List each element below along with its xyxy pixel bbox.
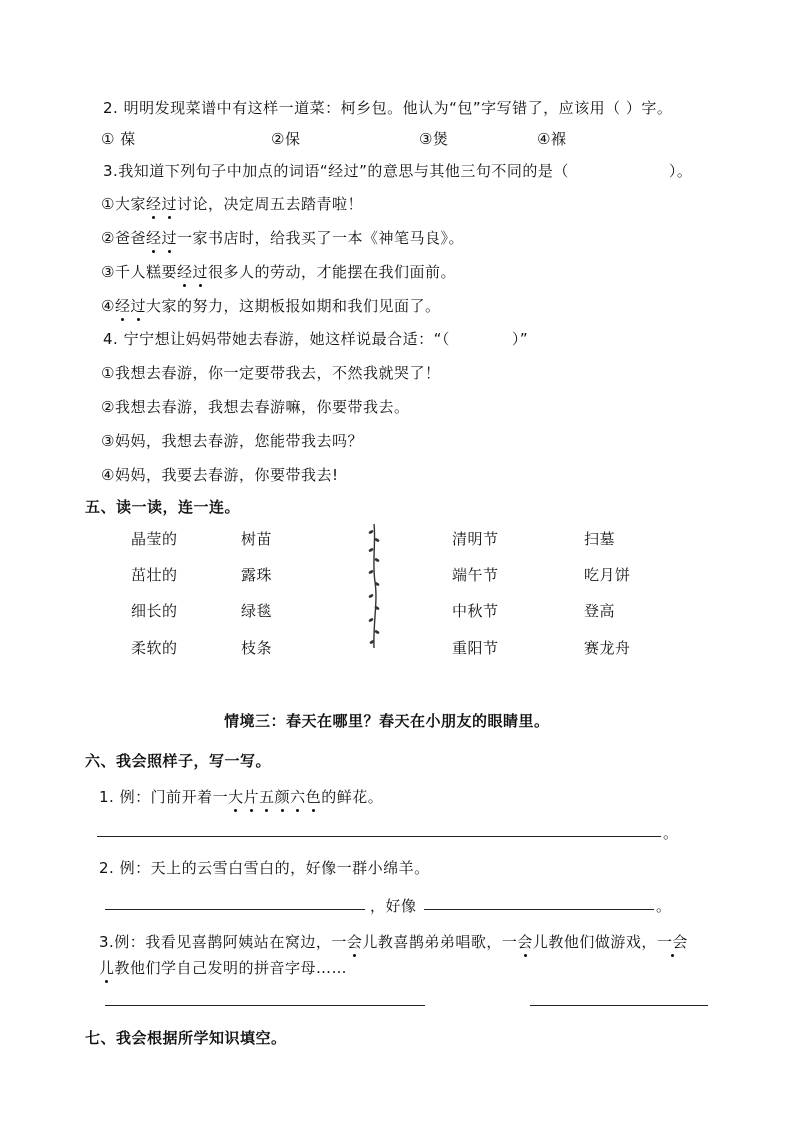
q2-option-2[interactable]: ②保 [271,130,301,148]
q2-stem: 2. 明明发现菜谱中有这样一道菜：柯乡包。他认为“包”字写错了，应该用（ ）字。 [103,99,673,117]
s6-example-3-line1: 3.例：我看见喜鹊阿姨站在窝边，一会儿教喜鹊弟弟唱歌，一会儿教他们做游戏，一会 [99,933,688,951]
q3-stem: 3.我知道下列句子中加点的词语“经过”的意思与其他三句不同的是（ ）。 [103,162,693,180]
s6-example-2: 2. 例：天上的云雪白雪白的，好像一群小绵羊。 [99,859,430,877]
q2-option-3[interactable]: ③煲 [419,130,449,148]
scene3-title: 情境三：春天在哪里？春天在小朋友的眼睛里。 [224,712,550,730]
s6-answer-line-2b[interactable] [424,909,654,910]
q2-option-1[interactable]: ① 葆 [101,130,136,148]
s6-line2-period: 。 [656,897,672,915]
s6-example-1: 1. 例：门前开着一大片五颜六色的鲜花。 [99,788,384,806]
q4-item-2[interactable]: ②我想去春游，我想去春游嘛，你要带我去。 [101,398,410,416]
match-col3-item[interactable]: 清明节 [452,530,499,548]
match-col3-item[interactable]: 端午节 [452,566,499,584]
q3-item-3[interactable]: ③千人糕要经过很多人的劳动，才能摆在我们面前。 [101,263,456,281]
q3-item-4[interactable]: ④经过大家的努力，这期板报如期和我们见面了。 [101,297,441,315]
match-col1-item[interactable]: 细长的 [131,602,178,620]
section7-heading: 七、我会根据所学知识填空。 [85,1029,287,1047]
s6-answer-line-3a[interactable] [105,1005,425,1006]
s6-answer-line-3b[interactable] [530,1005,708,1006]
match-col3-item[interactable]: 重阳节 [452,639,499,657]
match-col1-item[interactable]: 柔软的 [131,639,178,657]
q4-item-4[interactable]: ④妈妈，我要去春游，你要带我去! [101,466,339,484]
s6-answer-line-1[interactable] [97,836,661,837]
s6-example-3-line2: 儿教他们学自己发明的拼音字母…… [99,959,348,977]
section6-heading: 六、我会照样子，写一写。 [85,752,272,770]
match-col2-item[interactable]: 露珠 [241,566,273,584]
match-col4-item[interactable]: 登高 [584,602,616,620]
match-col3-item[interactable]: 中秋节 [452,602,499,620]
section5-heading: 五、读一读，连一连。 [85,498,241,516]
s6-line2-connector: ，好像 [370,897,417,915]
q4-item-3[interactable]: ③妈妈，我想去春游，您能带我去吗？ [101,432,363,450]
match-col4-item[interactable]: 赛龙舟 [584,639,631,657]
match-col1-item[interactable]: 茁壮的 [131,566,178,584]
q4-item-1[interactable]: ①我想去春游，你一定要带我去，不然我就哭了！ [101,364,441,382]
match-col2-item[interactable]: 枝条 [241,639,273,657]
s6-answer-line-2a[interactable] [105,909,365,910]
s6-line1-period: 。 [663,824,679,842]
match-col4-item[interactable]: 吃月饼 [584,566,631,584]
q3-item-2[interactable]: ②爸爸经过一家书店时，给我买了一本《神笔马良》。 [101,229,464,247]
q2-option-4[interactable]: ④褓 [537,130,567,148]
q4-stem: 4. 宁宁想让妈妈带她去春游，她这样说最合适：“（ ）” [103,330,529,348]
q3-item-1[interactable]: ①大家经过讨论，决定周五去踏青啦！ [101,195,363,213]
decorative-vine-divider [366,522,382,650]
match-col2-item[interactable]: 树苗 [241,530,273,548]
match-col4-item[interactable]: 扫墓 [584,530,616,548]
match-col1-item[interactable]: 晶莹的 [131,530,178,548]
match-col2-item[interactable]: 绿毯 [241,602,273,620]
